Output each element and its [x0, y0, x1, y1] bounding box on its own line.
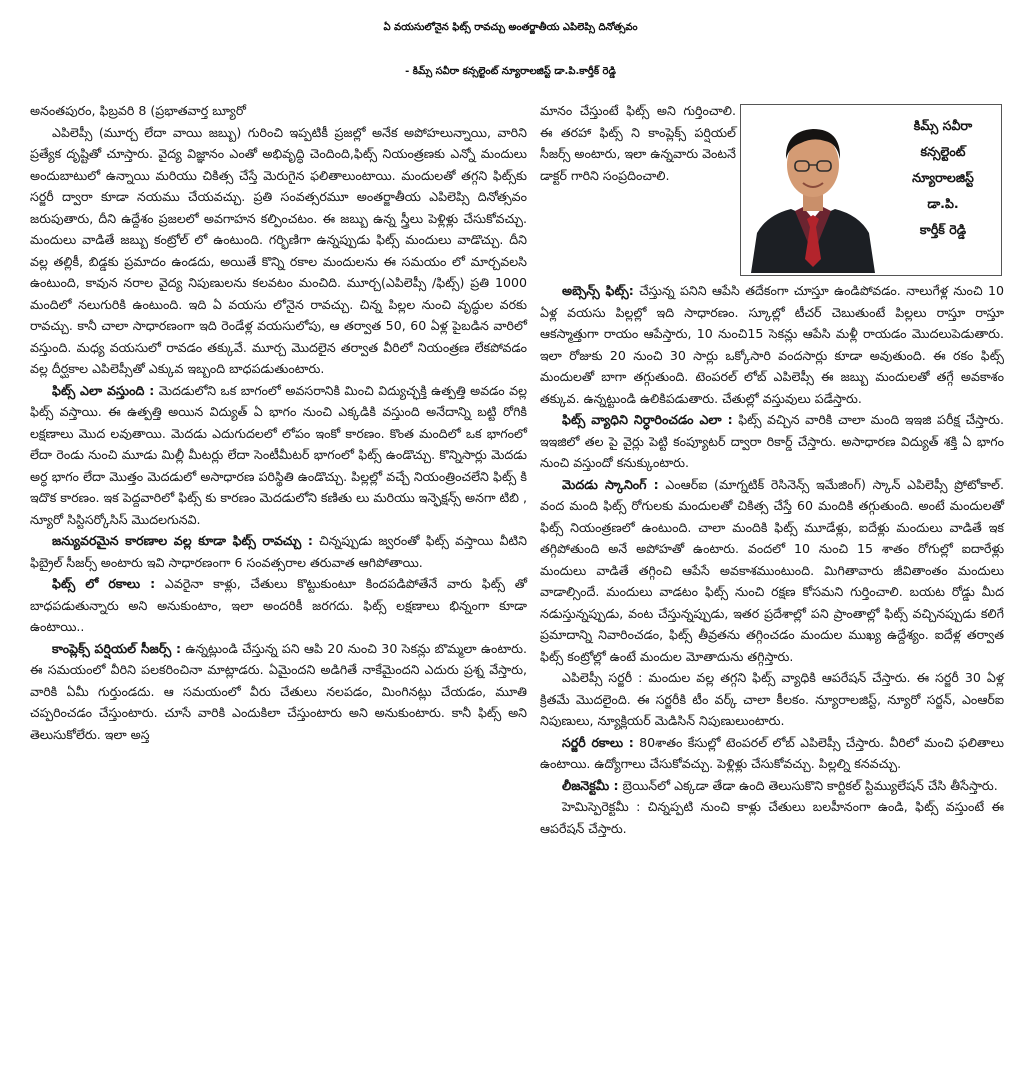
paragraph-absence-fits: అబ్సెన్స్ ఫిట్స్: చేస్తున్న పనిని ఆపేసి తదేకంగా చూస్తూ ఉండిపోవడం. నాలుగేళ్ల నుంచి 10 ఏళ్ల వయసు పిల్లల్లో ఇది సాధారణం. స్కూల్లో టీచర్ చెబుతుంటే పిల్లలు రాస్తూ రాస్తూ ఆకస్మాత్తుగా రాయం ఆపేస్తారు, 10 నుంచి15 సెకన్లు ఆపేసి మళ్లీ రాయడం మొదలుపెడుతారు. ఇలా రోజుకు 20 నుంచి 30 సార్లు ఒక్కోసారి వందసార్లు కూడా అవుతుంది. ఈ రకం ఫిట్స్ మందులతో బాగా తగ్గుతుంది. టెంపరల్ లోబ్ ఎపిలెప్సీ ఈ జబ్బు మందులతో తగ్గే అవకాశం తక్కువ. ఉన్నట్టుండి ఉలికిపడుతారు. చేతుల్లో వస్తువులు పడేస్తారు. — [540, 283, 1005, 406]
doctor-photo — [743, 107, 883, 273]
paragraph-epilepsy-surgery: ఎపిలెప్సీ సర్జరీ : మందుల వల్ల తగ్గని ఫిట్స్ వ్యాధికి ఆపరేషన్ చేస్తారు. ఈ సర్జరీ 30 ఏళ్ల క్రితమే మొదలైంది. ఈ సర్జరీకి టీం వర్క్ చాలా కీలకం. న్యూరాలజిస్ట్, న్యూరో సర్జన్, ఎంఆర్ఐ నిపుణులు, న్యూక్లియర్ మెడిసిన్ నిపుణులుంటారు. — [540, 670, 1004, 728]
doctor-portrait-illustration — [743, 107, 883, 273]
photo-caption: కిమ్స్ సవీరా కన్సల్టెంట్ న్యూరాలజిస్ట్ డా.పి. కార్తీక్ రెడ్డి — [912, 118, 974, 237]
paragraph-types-of-fits: ఫిట్స్ లో రకాలు : ఎవరైనా కాళ్లు, చేతులు కొట్టుకుంటూ కిందపడిపోతేనే వారు ఫిట్స్ తో బాధపడుతున్నారు అని అనుకుంటాం, ఇలా అందరికీ జరగదు. ఫిట్స్ లక్షణాలు భిన్నంగా కూడా ఉంటాయి.. — [30, 576, 527, 634]
paragraph-surgery-types: సర్జరీ రకాలు : 80శాతం కేసుల్లో టెంపరల్ లోబ్ ఎపిలెప్సీ చేస్తారు. వీరిలో మంచి ఫలితాలు ఉంటాయి. ఉద్యోగాలు చేసుకోవచ్చు. పెళ్లిళ్లు చేసుకోవచ్చు. పిల్లల్ని కనవచ్చు. — [540, 734, 1004, 771]
subheadline: - కిమ్స్ సవీరా కన్సల్టెంట్ న్యూరాలజిస్ట్ డా.పి.కార్తీక్ రెడ్డి — [405, 66, 616, 77]
paragraph-lesionectomy: లీజనెక్టమీ : బ్రెయిన్‌లో ఎక్కడా తేడా ఉంది తెలుసుకొని కార్టికల్ స్టిమ్యులేషన్ చేసి తీసేస్తారు. — [562, 777, 998, 793]
paragraph-diagnosis: ఫిట్స్ వ్యాధిని నిర్ధారించడం ఎలా : ఫిట్స్ వచ్చిన వారికి చాలా మంది ఇఇజి పరీక్ష చేస్తారు. ఇఇజిలో తల పై వైర్లు పెట్టి కంప్యూటర్ ద్వారా రికార్డ్ చేస్తారు. అసాధారణ విద్యుత్ శక్తి ఏ భాగం నుంచి వస్తుందో కనుక్కుంటారు. — [540, 412, 1004, 470]
intro-paragraph: ఎపిలెప్సీ (మూర్చ లేదా వాయి జబ్బు) గురించి ఇప్పటికీ ప్రజల్లో అనేక అపోహలున్నాయి, వారిని ప్రత్యేక దృష్టితో చూస్తారు. వైద్య విజ్ఞానం ఎంతో అభివృద్ధి చెందింది,ఫిట్స్ నియంత్రణకు ఎన్నో మందులు అందుబాటులో ఉన్నాయి మరియు చికిత్స చేస్తే మెరుగైన ఫలితాలుంటాయి. మందులతో తగ్గని ఫిట్స్‌కు సర్జరీ ద్వారా కూడా నయము చేయవచ్చు. ప్రతి సంవత్సరమూ అంతర్జాతీయ ఎపిలెప్సి దినోత్సవం జరుపుతారు, దీని ఉద్దేశం ప్రజలలో అవగాహన కల్పించటం. ఈ జబ్బు ఉన్న స్త్రీలు పెళ్లిళ్లు చేసుకోవచ్చు. మందులు వాడితే జబ్బు కంట్రోల్ లో ఉంటుంది. గర్భిణిగా ఉన్నప్పుడు ఫిట్స్ మందులు వాడొచ్చు. దీని వల్ల తల్లికీ, బిడ్డకు ప్రమాదం ఉండదు, అయితే కొన్ని రకాల మందులను ఈ సమయం లో మార్చవలసి ఉంటుంది, కావున నరాల వైద్య నిపుణులను కలవటం మంచిది. మూర్చ(ఎపిలెప్సీ /ఫిట్స్) ప్రతి 1000 మందిలో నలుగురికి ఉంటుంది. ఇది ఏ వయసు లోనైన రావచ్చు. చిన్న పిల్లల నుంచి వృద్ధుల వరకు రావచ్చు. కానీ చాలా సాధారణంగా ఇది రెండేళ్ల వయసులోపు, ఆ తర్వాత 50, 60 ఏళ్ల పైబడిన వారిలో వస్తుంది. మధ్య వయసులో రావడం తక్కువే. మూర్చ మొదలైన తర్వాత వీరిలో నియంత్రణ లేకపోవడం వల్ల దీర్ఘకాల ఎపిలెప్సీతో ఎక్కువ ఇబ్బంది బాధపడుతుంటారు. — [30, 124, 527, 376]
paragraph-how-fits-occur: ఫిట్స్ ఎలా వస్తుంది : మెదడులోని ఒక బాగంలో అవసరానికి మించి విద్యుచ్ఛక్తి ఉత్పత్తి అవడం వల్ల ఫిట్స్ వస్తాయి. ఈ ఉత్పత్తి అయిన విద్యుత్ ఏ భాగం నుంచి ఎక్కడికి వస్తుంది అనేదాన్ని బట్టి రోగికి లక్షణాలు మొద లవుతాయి. మెదడు ఎదుగుదలలో లోపం ఇంకో కారణం. కొంత మందిలో ఒక భాగంలో లేదా రెండు నుంచి మూడు మిల్లీ మీటర్లు లేదా సెంటీమీటర్ భాగంలో ఫిట్స్ ఉండొచ్చు. కొన్నిసార్లు మెదడు అర్ధ భాగం లేదా మొత్తం మెదడులో అసాధారణ పరిస్థితి ఉండొచ్చు. పిల్లల్లో వచ్చే నియంత్రించలేని ఫిట్స్ కి ఇదొక కారణం. ఇక పెద్దవారిలో ఫిట్స్ కు కారణం మెదడులోని కణితు లు మరియు ఇన్ఫెక్షన్స్ అనగా టిబి , న్యూరో సిస్టిసర్కోసిస్ మొదలగునవి. — [30, 382, 527, 527]
dateline: అనంతపురం, ఫిబ్రవరి 8 (ప్రభాతవార్త బ్యూరో — [30, 103, 246, 118]
paragraph-genetic-causes: జన్యువరమైన కారణాల వల్ల కూడా ఫిట్స్ రావచ్చు : చిన్నప్పుడు జ్వరంతో ఫిట్స్ వస్తాయి వీటిని ఫిబ్రైల్ సీజర్స్ అంటారు ఇవి సాధారణంగా 6 సంవత్సరాల తరువాత ఆగిపోతాయి. — [30, 533, 527, 570]
right-top-column — [540, 100, 736, 186]
right-column — [540, 280, 1004, 839]
paragraph-hemispherectomy: హెమిస్పెరెక్టమీ : చిన్నప్పటి నుంచి కాళ్లు చేతులు బలహీనంగా ఉండి, ఫిట్స్ వస్తుంటే ఈ ఆపరేషన్ చేస్తారు. — [540, 799, 1004, 836]
paragraph-complex-partial-seizures: కాంప్లెక్స్ పర్షియల్ సీజర్స్ : ఉన్నట్లుండి చేస్తున్న పని ఆపి 20 నుంచి 30 సెకన్లు బొమ్మలా ఉంటారు. ఈ సమయంలో వీరిని పలకరించినా మాట్లాడరు. ఏమైందని అడిగితే నాకేమైందని ఎదురు ప్రశ్న వేస్తారు, వారికి ఏమీ గుర్తుండదు. ఆ సమయంలో వీరు చేతులు నలపడం, మింగినట్లు చేయడం, మూతి చప్పరించడం చేస్తుంటారు. చూసే వారికి ఎందుకిలా చేస్తుంటారు అని అనుకుంటారు. కానీ ఫిట్స్ అని తెలుసుకోలేరు. ఇలా అస్త — [30, 640, 527, 742]
headline: ఏ వయసులోనైన ఫిట్స్ రావచ్చు అంతర్జాతీయ ఎపిలెప్సి దినోత్సవం — [383, 22, 638, 33]
doctor-photo-box — [740, 104, 1002, 276]
left-column — [30, 100, 527, 745]
paragraph-brain-scanning: మెదడు స్కానింగ్ : ఎంఆర్ఐ (మాగ్నటిక్ రెసినెన్స్ ఇమేజింగ్) స్కాన్ ఎపిలెప్సీ ప్రోటోకాల్. వంద మంది ఫిట్స్ రోగులకు మందులతో చికిత్స చేస్తే 60 మందికి తగ్గుతుంది. అంటే మందులతో ఫిట్స్ నియంత్రణలో ఉంటుంది. చాలా మందికి ఫిట్స్ మూడేళ్లు, ఐదేళ్లు మందులు వాడితే ఇక తగ్గిపోతుంది అనే అపోహతో ఉంటారు. వందలో 10 నుంచి 15 శాతం రోగుల్లో ఐదారేళ్లు మందులు వాడితే తగ్గించి ఆపేసే అవకాశముంటుంది. మిగితావారు జీవితాంతం మందులు వాడాల్సిందే. మందులు వాడటం ఫిట్స్ నుంచి రక్షణ కోసమని గుర్తించాలి. బయట రోడ్డు మీద నడుస్తున్నప్పుడు, వంట చేస్తున్నప్పుడు, ఇతర ప్రదేశాల్లో పని ప్రాంతాల్లో ఫిట్స్ వచ్చినప్పుడు కలిగే ప్రమాదాన్ని నివారించడం, ఫిట్స్ తీవ్రతను తగ్గించడం మందుల ముఖ్య ఉద్దేశ్యం. ఐదేళ్ల తర్వాత ఫిట్స్ కంట్రోల్లో ఉంటే మందుల మోతాదును తగ్గిస్తారు. — [540, 476, 1004, 664]
continued-paragraph: మానం చేస్తుంటే ఫిట్స్ అని గుర్తించాలి. ఈ తరహా ఫిట్స్ ని కాంప్లెక్స్ పర్షియల్ సీజర్స్ అంటారు, ఇలా ఉన్నవారు వెంటనే డాక్టర్ గారిని సంప్రదించాలి. — [540, 103, 736, 183]
